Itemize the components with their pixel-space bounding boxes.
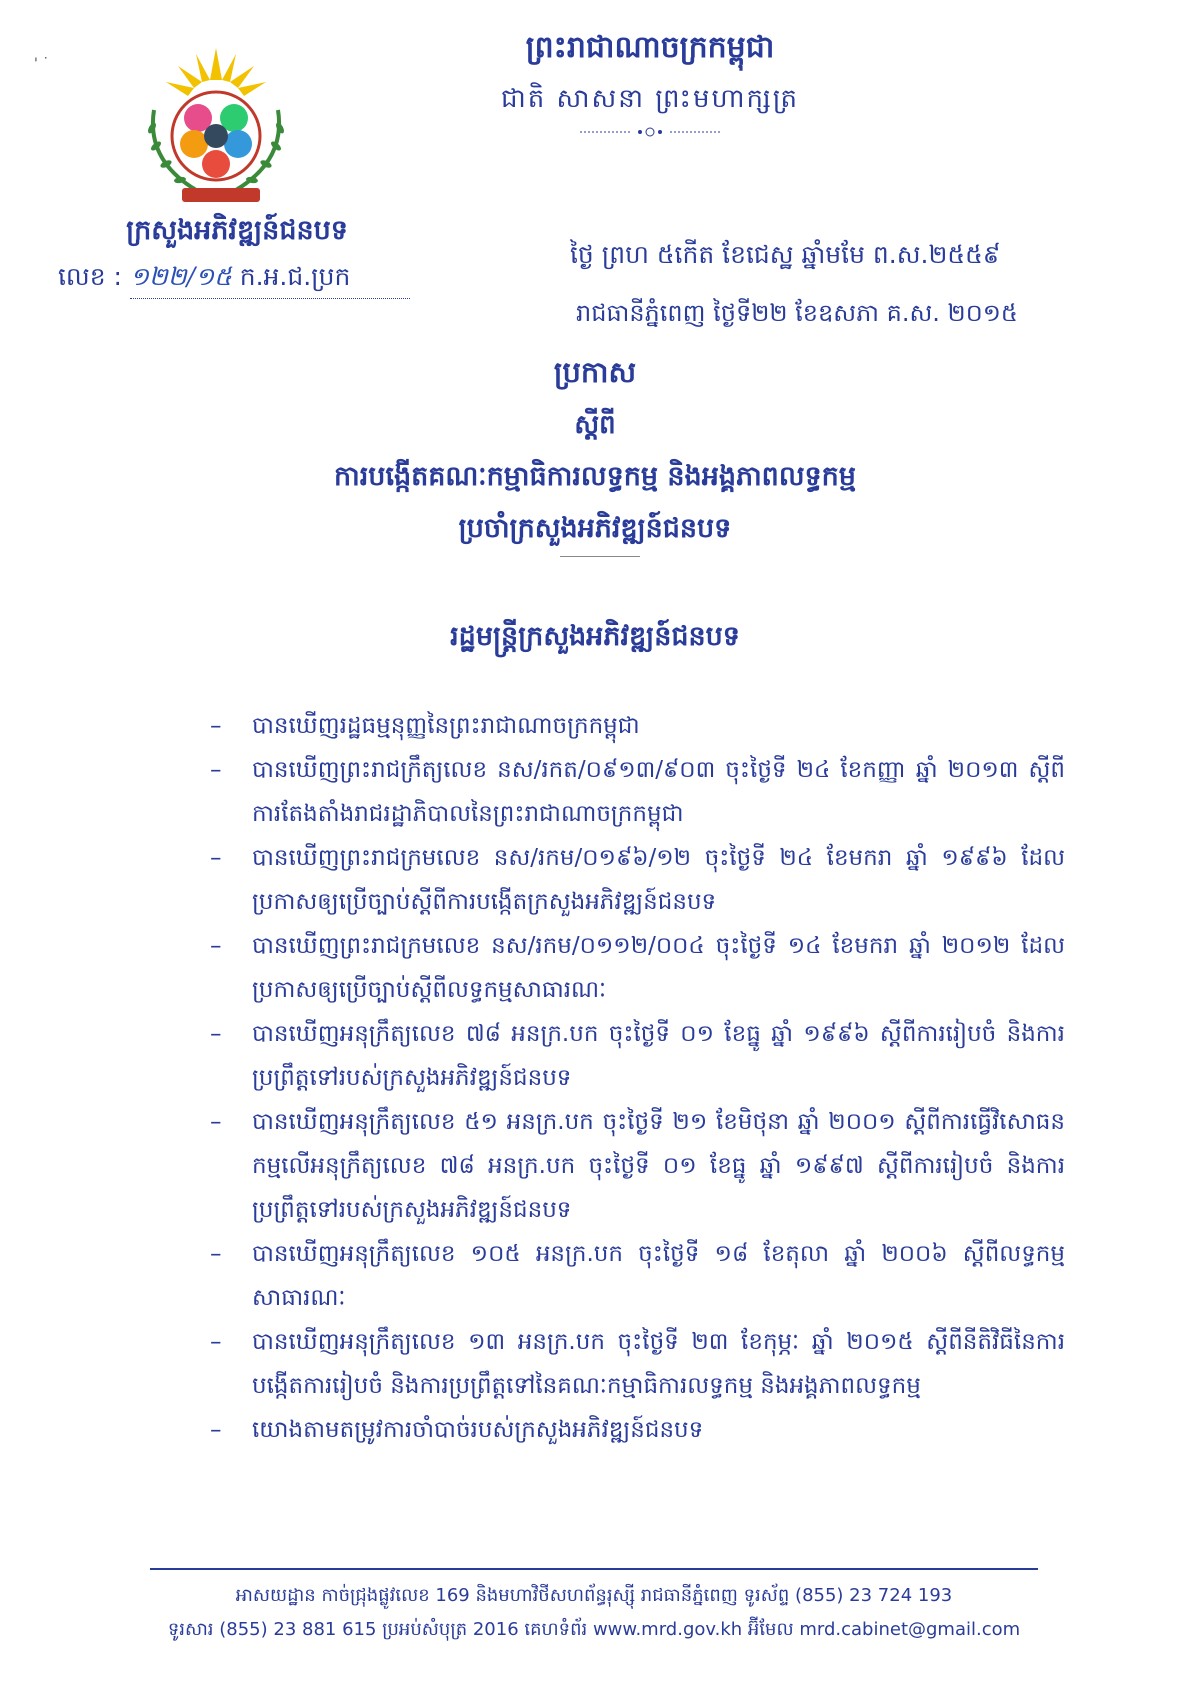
kingdom-heading: ព្រះរាជាណាចក្រកម្ពុជា: [525, 30, 775, 65]
ref-underline: [130, 298, 410, 299]
list-item: – បានឃើញព្រះរាជក្រមលេខ នស/រកម/០១៩៦/១២ ចុះថ្ងៃទី ២៤ ខែមករា ឆ្នាំ ១៩៩៦ ដែលប្រកាសឲ្យប្រើច្បាប់ស្តីពីការបង្កើតក្រសួងអភិវឌ្ឍន៍ជនបទ: [210, 845, 1065, 915]
footer-contact: ទូរសារ (855) 23 881 615 ប្រអប់សំបុត្រ 2016 គេហទំព័រ www.mrd.gov.kh អ៊ីមែល mrd.cabinet@gmail.com: [167, 1619, 1021, 1640]
ministry-name: ក្រសួងអភិវឌ្ឍន៍ជនបទ: [126, 215, 348, 246]
ref-suffix: ក.អ.ជ.ប្រក: [239, 262, 351, 291]
footer-divider: [150, 1568, 1038, 1570]
list-item: – យោងតាមតម្រូវការចាំបាច់របស់ក្រសួងអភិវឌ្ឍន៍ជនបទ: [210, 1417, 704, 1443]
list-item: – បានឃើញរដ្ឋធម្មនុញ្ញនៃព្រះរាជាណាចក្រកម្ពុជា: [210, 713, 640, 739]
footer-address: អាសយដ្ឋាន កាច់ជ្រុងផ្លូវលេខ 169 និងមហាវិថីសហព័ន្ធរុស្ស៊ី រាជធានីភ្នំពេញ ទូរស័ព្ទ (855) 23 724 193: [235, 1585, 953, 1606]
ref-label: លេខ :: [58, 262, 122, 291]
title-divider: [560, 556, 640, 557]
list-item: – បានឃើញអនុក្រឹត្យលេខ ១០៥ អនក្រ.បក ចុះថ្ងៃទី ១៨ ខែតុលា ឆ្នាំ ២០០៦ ស្តីពីលទ្ធកម្មសាធារណៈ: [210, 1241, 1065, 1311]
ministry-logo: [136, 40, 296, 208]
solar-date: រាជធានីភ្នំពេញ ថ្ងៃទី២២ ខែឧសភា គ.ស. ២០១៥: [576, 299, 1018, 327]
national-motto: ជាតិ សាសនា ព្រះមហាក្សត្រ: [501, 84, 799, 114]
list-item: – បានឃើញអនុក្រឹត្យលេខ ៧៨ អនក្រ.បក ចុះថ្ងៃទី ០១ ខែធ្នូ ឆ្នាំ ១៩៩៦ ស្តីពីការរៀបចំ និងការប្រព្រឹត្តទៅរបស់ក្រសួងអភិវឌ្ឍន៍ជនបទ: [210, 1021, 1065, 1091]
list-item: – បានឃើញអនុក្រឹត្យលេខ ៥១ អនក្រ.បក ចុះថ្ងៃទី ២១ ខែមិថុនា ឆ្នាំ ២០០១ ស្តីពីការធ្វើវិសោធនកម្មលើអនុក្រឹត្យលេខ ៧៨ អនក្រ.បក ចុះថ្ងៃទី ០១ ខែធ្នូ ឆ្នាំ ១៩៩៧ ស្តីពីការរៀបចំ និងការប្រព្រឹត្តទៅរបស់ក្រសួងអភិវឌ្ឍន៍ជនបទ: [210, 1109, 1065, 1223]
subject-line-2: ប្រចាំក្រសួងអភិវឌ្ឍន៍ជនបទ: [458, 513, 732, 544]
preamble-list: [210, 704, 1065, 1452]
about-label: ស្តីពី: [574, 410, 616, 440]
ornament-divider-icon: [580, 126, 720, 138]
list-item: – បានឃើញអនុក្រឹត្យលេខ ១៣ អនក្រ.បក ចុះថ្ងៃទី ២៣ ខែកុម្ភៈ ឆ្នាំ ២០១៥ ស្តីពីនីតិវិធីនៃការបង្កើតការរៀបចំ និងការប្រព្រឹត្តទៅនៃគណៈកម្មាធិការលទ្ធកម្ម និងអង្គភាពលទ្ធកម្ម: [210, 1329, 1065, 1399]
list-item: – បានឃើញព្រះរាជក្រមលេខ នស/រកម/០១១២/០០៤ ចុះថ្ងៃទី ១៤ ខែមករា ឆ្នាំ ២០១២ ដែលប្រកាសឲ្យប្រើច្បាប់ស្តីពីលទ្ធកម្មសាធារណៈ: [210, 933, 1065, 1003]
document-type: ប្រកាស: [553, 355, 637, 389]
list-item: – បានឃើញព្រះរាជក្រឹត្យលេខ នស/រកត/០៩១៣/៩០៣ ចុះថ្ងៃទី ២៤ ខែកញ្ញា ឆ្នាំ ២០១៣ ស្តីពីការតែងតាំងរាជរដ្ឋាភិបាលនៃព្រះរាជាណាចក្រកម្ពុជា: [210, 757, 1065, 827]
reference-number: [58, 262, 438, 298]
logo-ribbon: [182, 188, 260, 202]
lunar-date: ថ្ងៃ ព្រហ ៥កើត ខែជេស្ឋ ឆ្នាំមមែ ព.ស.២៥៥៩: [570, 240, 1001, 269]
subject-line-1: ការបង្កើតគណៈកម្មាធិការលទ្ធកម្ម និងអង្គភាពលទ្ធកម្ម: [334, 461, 856, 492]
scan-mark: ' ˙: [34, 56, 50, 72]
ref-number: ១២២/១៥: [129, 262, 232, 291]
issuer-heading: រដ្ឋមន្ត្រីក្រសួងអភិវឌ្ឍន៍ជនបទ: [450, 621, 740, 652]
